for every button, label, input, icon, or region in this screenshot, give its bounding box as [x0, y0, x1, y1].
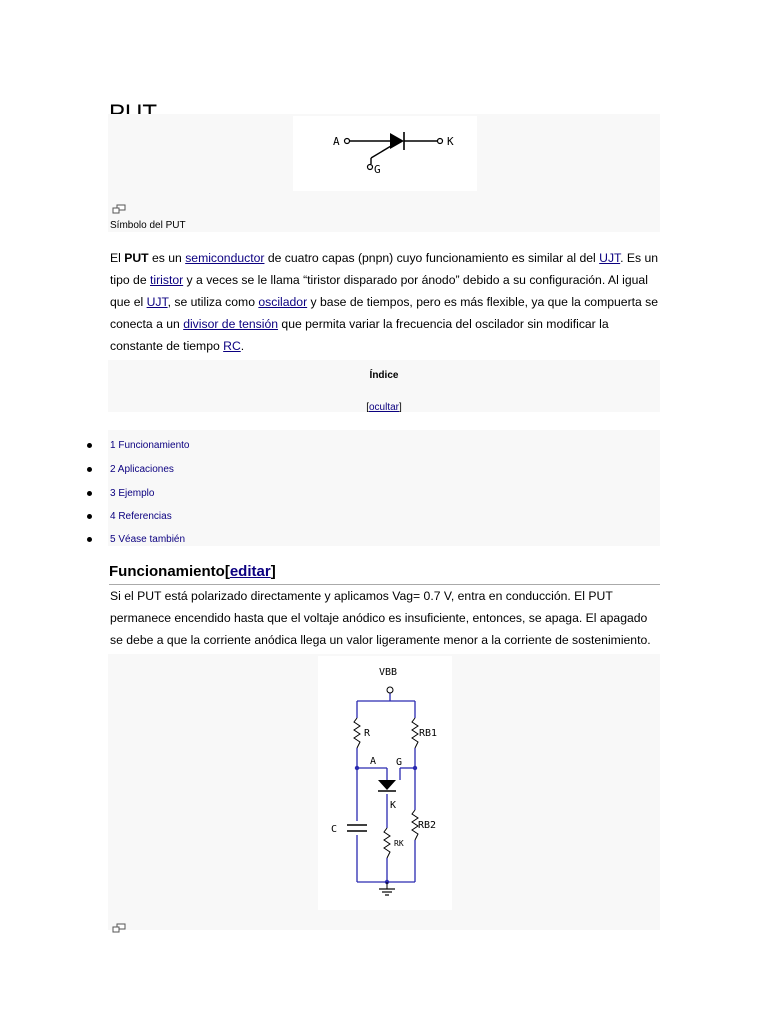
circuit-image[interactable]	[318, 656, 452, 910]
link-rc[interactable]: RC	[223, 339, 241, 353]
resistor-r-label: R	[364, 728, 371, 739]
toc-item-label[interactable]: 2 Aplicaciones	[110, 464, 174, 475]
junction-dot	[413, 766, 417, 770]
toc-toggle	[108, 402, 660, 413]
edit-link[interactable]: editar	[229, 563, 271, 581]
toc-title: Índice	[369, 370, 399, 381]
intro-text: que permita variar la frecuencia del oscilador sin modificar la constante de tiempo	[110, 317, 609, 353]
intro-text: y a veces se le llama “tiristor disparado por ánodo” debido a su configuración. Al igual que el	[110, 273, 648, 309]
put-symbol-image[interactable]	[293, 116, 477, 191]
intro-bold-term: PUT	[124, 251, 149, 265]
put-symbol-diagram	[293, 116, 477, 191]
link-ujt-2[interactable]: UJT	[146, 295, 168, 309]
bullet-icon	[87, 514, 92, 519]
bullet-icon	[87, 537, 92, 542]
toc-item-label[interactable]: 1 Funcionamiento	[110, 440, 190, 451]
anode-terminal	[345, 139, 350, 144]
section-heading-funcionamiento	[109, 562, 660, 585]
junction-dot	[355, 766, 359, 770]
gate-lead-diagonal	[371, 146, 391, 158]
figure-caption: Símbolo del PUT	[110, 220, 186, 231]
gate-terminal	[368, 165, 373, 170]
anode-label: A	[370, 756, 377, 767]
toc-list-background	[108, 430, 660, 546]
put-diode	[378, 780, 396, 790]
section-heading-text: Funcionamiento	[109, 563, 225, 581]
link-oscilador[interactable]: oscilador	[258, 295, 308, 309]
toc-toggle-bracket: ]	[399, 402, 402, 413]
circuit-figure	[108, 654, 660, 930]
capacitor-gap	[347, 821, 367, 835]
cathode-terminal	[438, 139, 443, 144]
link-semiconductor[interactable]: semiconductor	[185, 251, 265, 265]
magnify-clip-icon[interactable]	[112, 920, 126, 930]
intro-text: , se utiliza como	[167, 295, 259, 309]
link-tiristor[interactable]: tiristor	[149, 273, 184, 287]
anode-label: A	[333, 135, 340, 148]
intro-text: y base de tiempos, pero es más flexible, ya que la compuerta se conecta a un	[110, 295, 659, 331]
intro-text: es un	[148, 251, 186, 265]
bullet-icon	[87, 491, 92, 496]
resistor-rb1-label: RB1	[419, 728, 438, 739]
put-symbol-figure	[108, 114, 660, 232]
intro-text: El	[110, 251, 125, 265]
gate-label: G	[374, 163, 381, 176]
toc-item-label[interactable]: 3 Ejemplo	[110, 488, 155, 499]
funcionamiento-paragraph: Si el PUT está polarizado directamente y aplicamos Vag= 0.7 V, entra en conducción. El PUT permanece encendido hasta que el voltaje anódico es insuficiente, entonces, se apaga. El apagado se debe a que la corriente anódica llega un valor ligeramente menor a la corriente de sostenimiento.	[110, 589, 651, 647]
intro-text: . Es un tipo de	[110, 251, 659, 287]
edit-bracket: ]	[270, 563, 276, 581]
diode-triangle	[390, 133, 404, 149]
bullet-icon	[87, 467, 92, 472]
intro-paragraph	[110, 247, 660, 357]
cathode-label: K	[390, 800, 397, 811]
intro-text: .	[240, 339, 245, 353]
link-ujt[interactable]: UJT	[599, 251, 621, 265]
toc-item-label[interactable]: 5 Véase también	[110, 534, 186, 545]
capacitor-label: C	[331, 824, 338, 835]
resistor-rk-label: RK	[394, 839, 404, 848]
bullet-icon	[87, 443, 92, 448]
link-divisor-de-tension[interactable]: divisor de tensión	[183, 317, 279, 331]
gate-label: G	[396, 757, 403, 768]
toc-item-label[interactable]: 4 Referencias	[110, 511, 172, 522]
circuit-diagram	[318, 656, 452, 910]
toc-hide-link[interactable]: ocultar	[368, 402, 399, 413]
cathode-label: K	[447, 135, 454, 148]
vbb-terminal	[387, 687, 393, 693]
resistor-rb2-label: RB2	[418, 820, 437, 831]
magnify-clip-icon[interactable]	[112, 201, 126, 211]
edit-bracket: [	[224, 563, 230, 581]
intro-text: de cuatro capas (pnpn) cuyo funcionamiento es similar al del	[264, 251, 600, 265]
toc-box	[108, 360, 660, 412]
vbb-label: VBB	[379, 667, 398, 678]
toc-toggle-bracket: [	[366, 402, 369, 413]
